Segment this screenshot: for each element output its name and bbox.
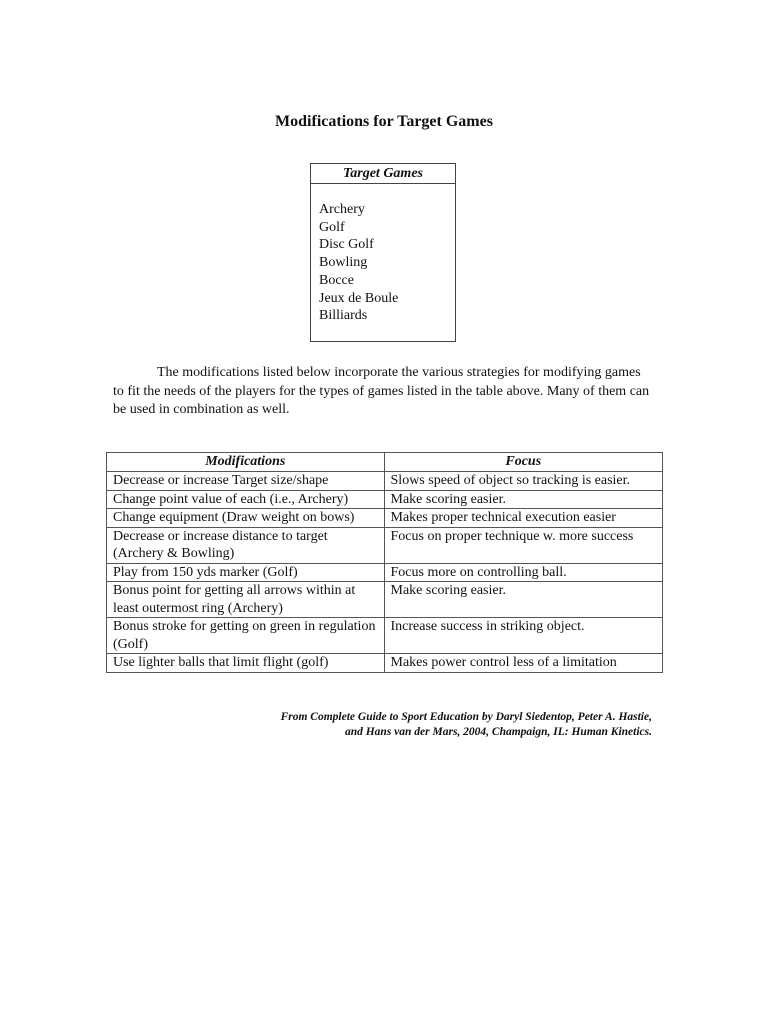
focus-cell: Slows speed of object so tracking is easier. (384, 472, 662, 491)
focus-cell: Makes power control less of a limitation (384, 654, 662, 673)
modification-cell: Decrease or increase Target size/shape (107, 472, 385, 491)
table-row (107, 527, 663, 563)
list-item: Golf (319, 219, 345, 235)
modification-cell: Change point value of each (i.e., Archery) (107, 490, 385, 509)
modification-cell: Bonus point for getting all arrows within at least outermost ring (Archery) (107, 582, 385, 618)
intro-paragraph: The modifications listed below incorporate the various strategies for modifying games to fit the needs of the players for the types of games listed in the table above. Many of them can be used in combination as well. (113, 365, 650, 417)
column-header-modifications: Modifications (107, 453, 385, 472)
modification-cell: Use lighter balls that limit flight (golf) (107, 654, 385, 673)
page-title: Modifications for Target Games (275, 113, 493, 130)
list-item: Bocce (319, 272, 354, 288)
modification-cell: Change equipment (Draw weight on bows) (107, 509, 385, 528)
modifications-table (106, 452, 663, 673)
source-citation (172, 710, 652, 740)
table-row (107, 472, 663, 491)
table-row (107, 509, 663, 528)
citation-line: and Hans van der Mars, 2004, Champaign, IL: Human Kinetics. (344, 726, 652, 738)
focus-cell: Makes proper technical execution easier (384, 509, 662, 528)
list-item: Bowling (319, 255, 368, 271)
list-item: Billiards (319, 308, 368, 324)
target-games-table (310, 163, 456, 342)
list-item: Jeux de Boule (319, 290, 399, 306)
focus-cell: Make scoring easier. (384, 582, 662, 618)
table-row (107, 563, 663, 582)
table-row (107, 618, 663, 654)
target-games-header: Target Games (311, 164, 455, 184)
list-item: Disc Golf (319, 237, 374, 253)
citation-line: From Complete Guide to Sport Education by Daryl Siedentop, Peter A. Hastie, (280, 711, 652, 723)
focus-cell: Increase success in striking object. (384, 618, 662, 654)
modification-cell: Bonus stroke for getting on green in regulation (Golf) (107, 618, 385, 654)
table-header-row (107, 453, 663, 472)
target-games-list (311, 184, 455, 325)
focus-cell: Focus on proper technique w. more success (384, 527, 662, 563)
table-row (107, 654, 663, 673)
table-row (107, 582, 663, 618)
modification-cell: Play from 150 yds marker (Golf) (107, 563, 385, 582)
column-header-focus: Focus (384, 453, 662, 472)
table-row (107, 490, 663, 509)
list-item: Archery (319, 202, 365, 217)
focus-cell: Make scoring easier. (384, 490, 662, 509)
focus-cell: Focus more on controlling ball. (384, 563, 662, 582)
modification-cell: Decrease or increase distance to target (Archery & Bowling) (107, 527, 385, 563)
